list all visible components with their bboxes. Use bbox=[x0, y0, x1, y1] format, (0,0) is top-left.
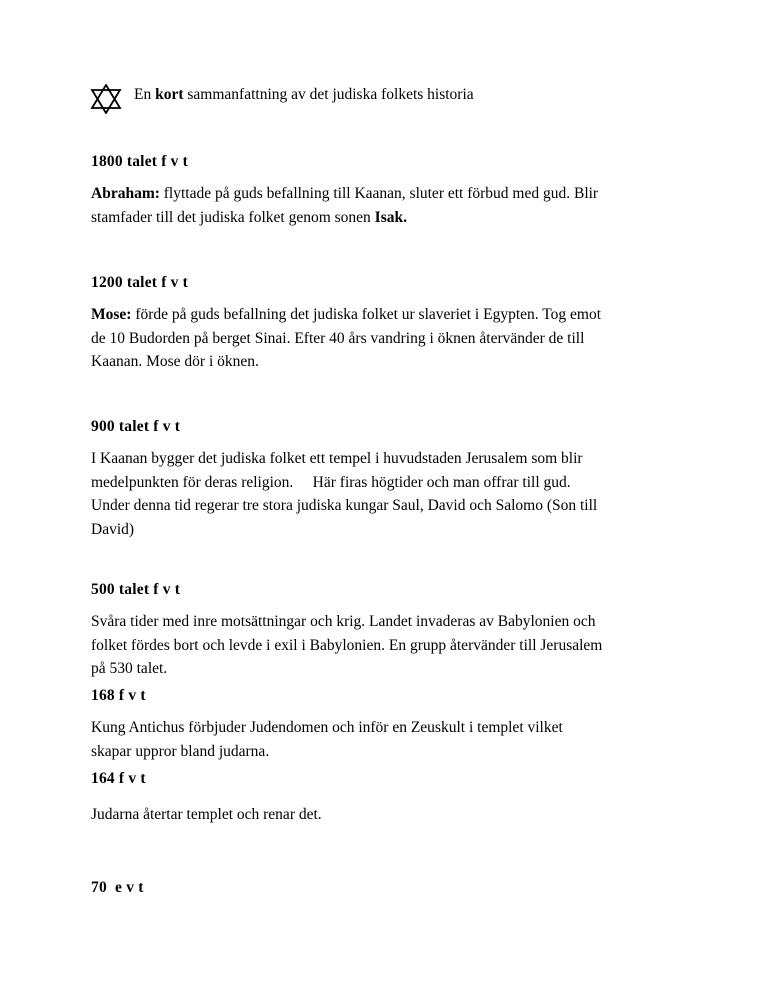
section-heading: 1800 talet f v t bbox=[91, 153, 189, 170]
section-heading: 500 talet f v t bbox=[91, 581, 181, 598]
section-paragraph: I Kaanan bygger det judiska folket ett tempel i huvudstaden Jerusalem som blir medelpunkten för deras religion. Här firas högtider och man offrar till gud. Under denna tid regerar tre stora judiska kungar Saul, David och Salomo (Son till David) bbox=[91, 450, 598, 538]
section-paragraph: Mose: förde på guds befallning det judiska folket ur slaveriet i Egypten. Tog emot de 10 Budorden på berget Sinai. Efter 40 års vandring i öknen återvänder de till Kaanan. Mose dör i öknen. bbox=[91, 306, 601, 370]
section-paragraph: Svåra tider med inre motsättningar och krig. Landet invaderas av Babylonien och folket fördes bort och levde i exil i Babylonien. En grupp återvänder till Jerusalem på 530 talet. bbox=[91, 613, 603, 677]
section-heading: 900 talet f v t bbox=[91, 418, 181, 435]
intro-bold-word: kort bbox=[155, 86, 184, 103]
section-paragraph: Kung Antichus förbjuder Judendomen och inför en Zeuskult i templet vilket skapar uppror bland judarna. bbox=[91, 719, 563, 760]
section-paragraph: Judarna återtar templet och renar det. bbox=[91, 806, 322, 823]
intro-text: En kort sammanfattning av det judiska folkets historia bbox=[134, 86, 474, 103]
section-heading: 168 f v t bbox=[91, 687, 146, 704]
section-paragraph: Abraham: flyttade på guds befallning till Kaanan, sluter ett förbud med gud. Blir stamfader till det judiska folket genom sonen Isak. bbox=[91, 185, 599, 226]
intro-line bbox=[90, 84, 474, 114]
section-heading: 70 e v t bbox=[91, 879, 144, 896]
section-heading: 1200 talet f v t bbox=[91, 274, 189, 291]
section-heading: 164 f v t bbox=[91, 770, 146, 787]
star-of-david-icon bbox=[90, 84, 122, 114]
